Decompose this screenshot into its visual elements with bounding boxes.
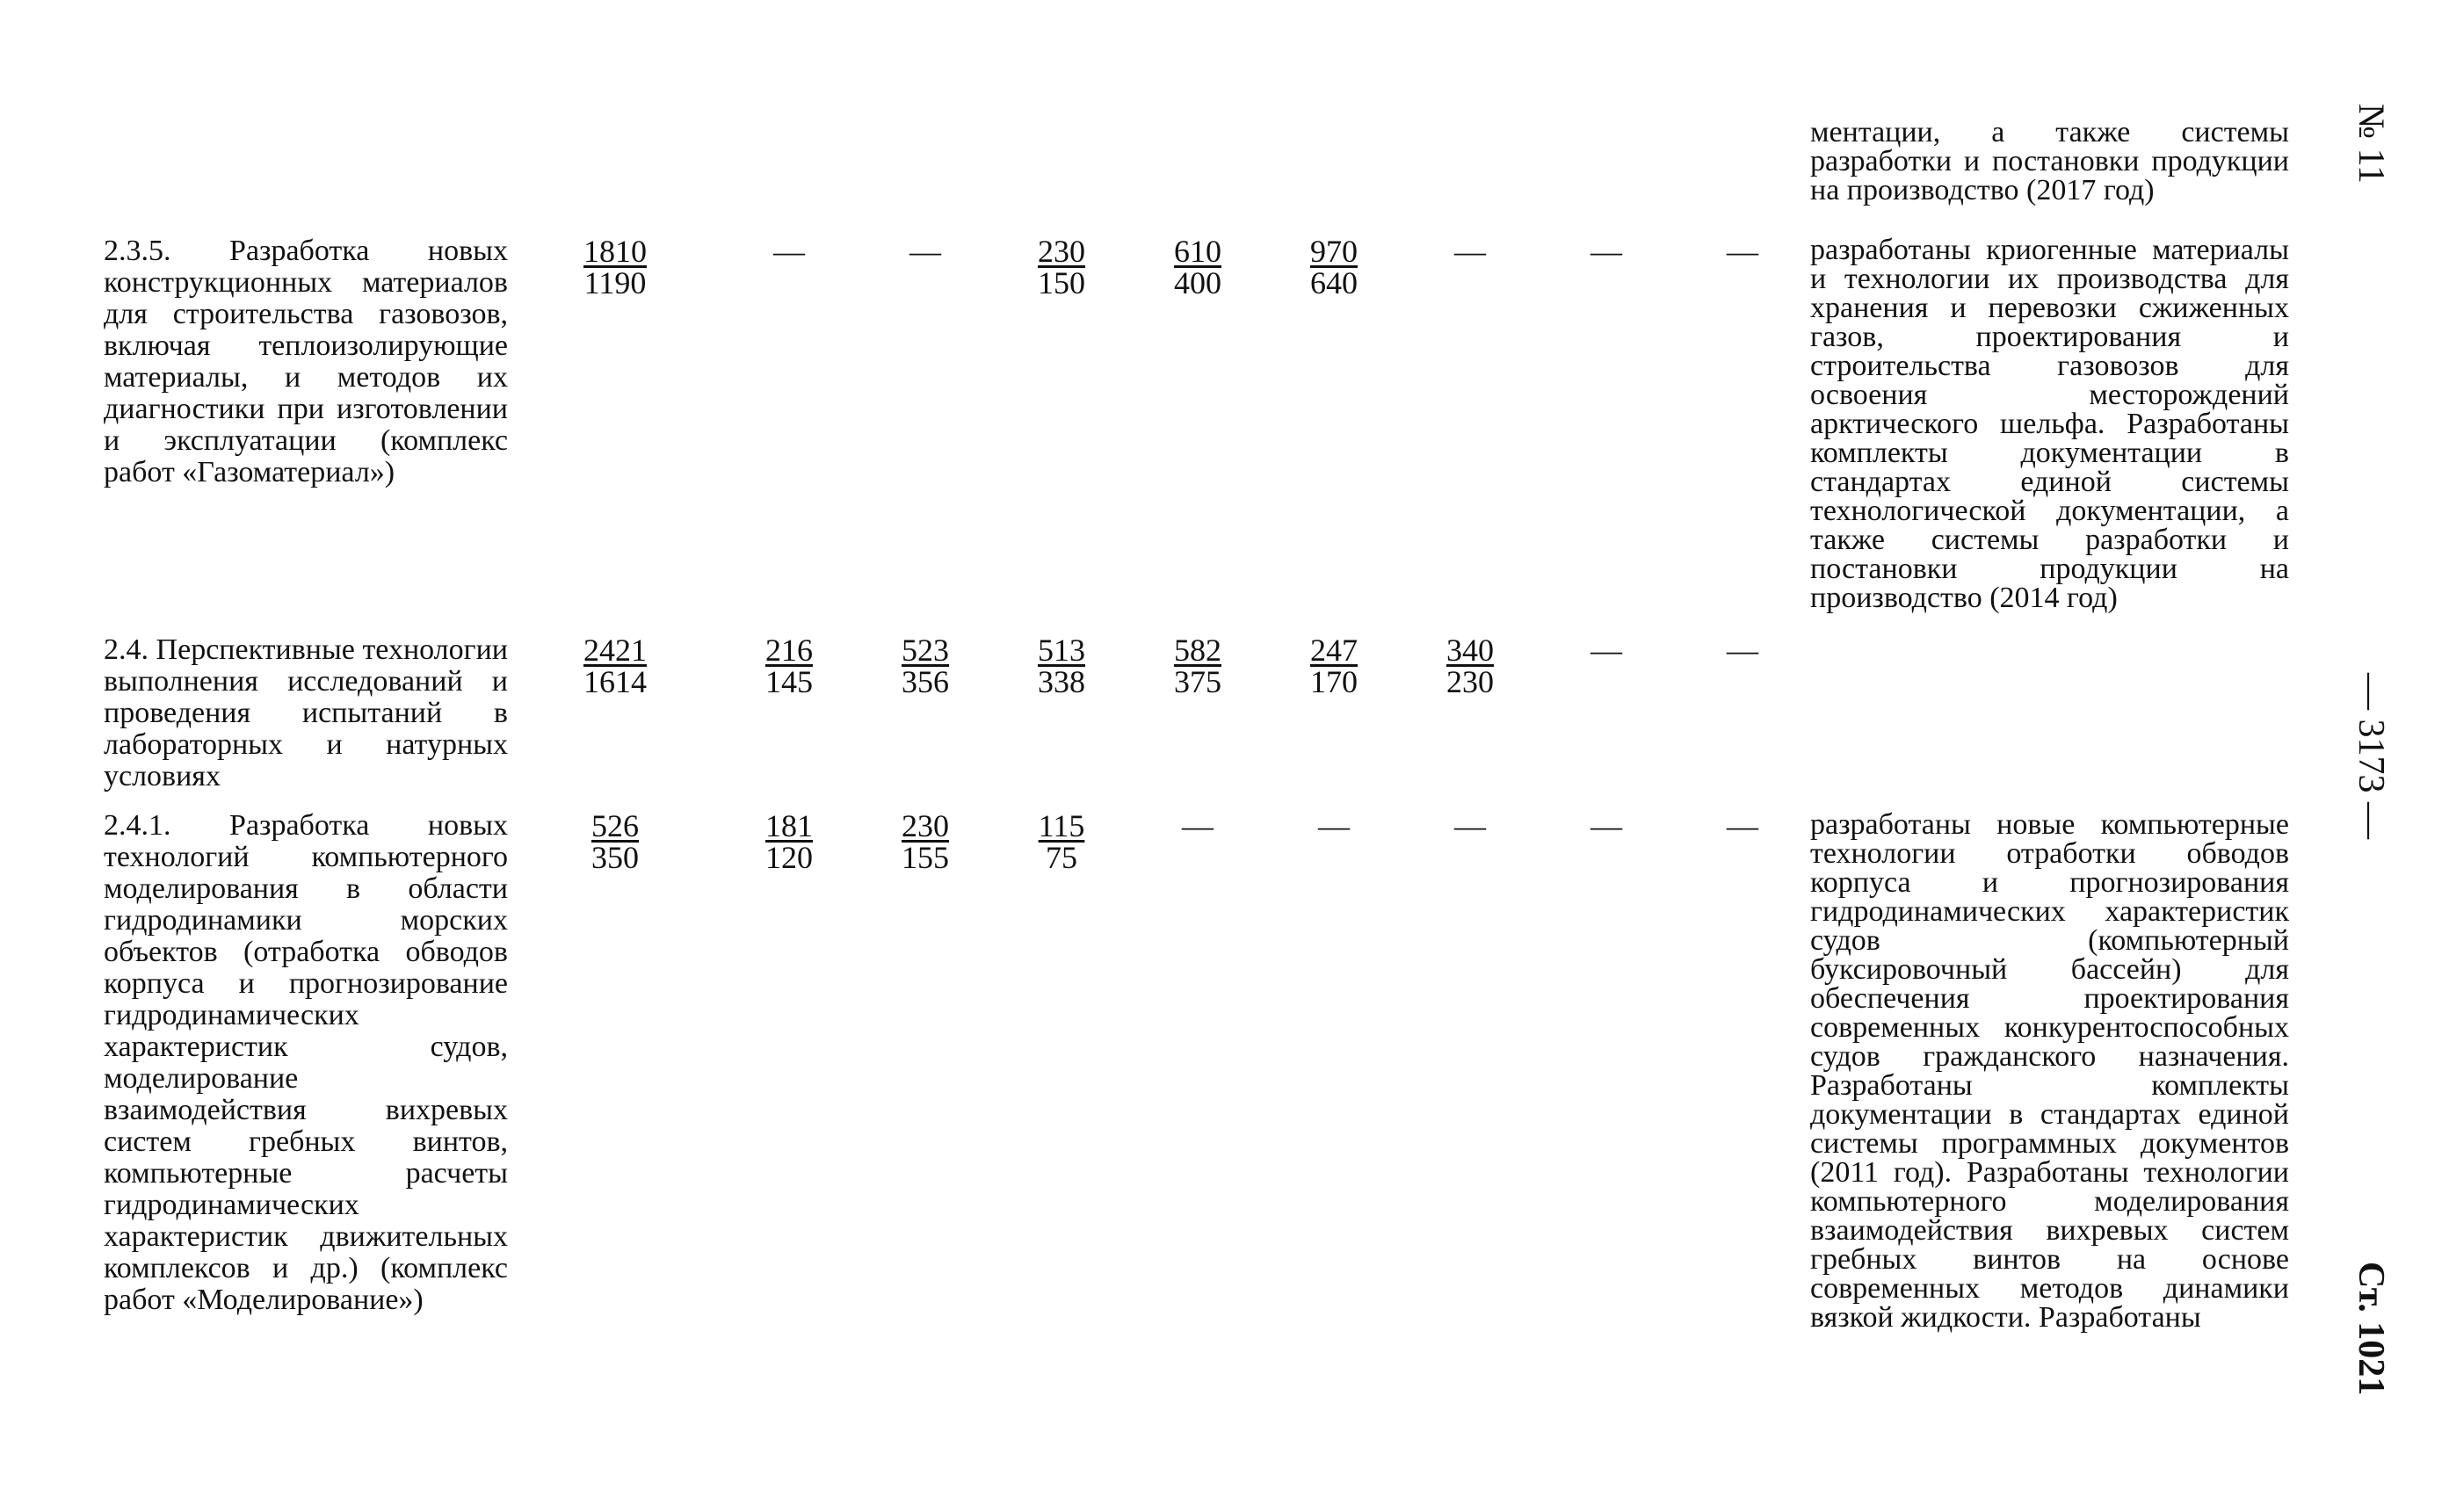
value-cell-year-6: 340 230	[1446, 633, 1494, 699]
continuation-result-text: ментации, а также системы разработки и постановки продукции на производство (2017 год)	[1810, 116, 2289, 206]
value-cell-year-8: —	[1727, 633, 1758, 668]
value-cell-year-2: 523 356	[902, 633, 949, 699]
value-cell-year-5: 970 640	[1310, 234, 1358, 300]
value-cell-year-1: —	[773, 234, 805, 269]
row-values-2-4-1	[0, 810, 1810, 880]
value-cell-year-7: —	[1590, 633, 1622, 668]
value-cell-year-3: 230 150	[1038, 234, 1085, 300]
value-cell-year-8: —	[1727, 234, 1758, 269]
value-cell-year-2: —	[909, 234, 941, 269]
value-cell-year-3: 513 338	[1038, 633, 1085, 699]
value-cell-year-4: 610 400	[1174, 234, 1221, 300]
row-result-2-4-1: разработаны новые компьютерные технологии отработки обводов корпуса и прогнозирования гидродинамических характеристик судов (компьютерный буксировочный бассейн) для обеспечения проектирования современных конкурентоспособных судов гражданского назначения. Разработаны комплекты документации в стандартах единой системы программных документов (2011 год). Разработаны технологии компьютерного моделирования взаимодействия вихревых систем гребных винтов на основе современных методов динамики вязкой жидкости. Разработаны	[1810, 808, 2289, 1334]
value-cell-total: 1810 1190	[583, 234, 647, 300]
row-name-2-4: 2.4. Перспективные технологии выполнения исследований и проведения испытаний в лабораторных и натурных условиях	[104, 633, 508, 792]
page-number: — 3173 —	[2351, 673, 2391, 839]
value-cell-year-1: 181 120	[765, 808, 813, 875]
row-name-2-4-1: 2.4.1. Разработка новых технологий компьютерного моделирования в области гидродинамики морских объектов (отработка обводов корпуса и прогнозирование гидродинамических характеристик судов, моделирование взаимодействия вихревых систем гребных винтов, компьютерные расчеты гидродинамических характеристик движительных комплексов и др.) (комплекс работ «Моделирование»)	[104, 809, 508, 1316]
value-cell-year-7: —	[1590, 808, 1622, 843]
value-cell-year-3: 115 75	[1038, 808, 1085, 875]
value-cell-year-5: —	[1318, 808, 1350, 843]
issue-number: № 11	[2351, 104, 2391, 184]
row-values-2-4	[0, 634, 1810, 705]
row-result-2-3-5: разработаны криогенные материалы и технологии их производства для хранения и перевозки сжиженных газов, проектирования и строительства газовозов для освоения месторождений арктического шельфа. Разработаны комплекты документации в стандартах единой системы технологической документации, а также системы разработки и постановки продукции на производство (2014 год)	[1810, 234, 2289, 614]
value-cell-total: 526 350	[591, 808, 639, 875]
value-cell-year-2: 230 155	[902, 808, 949, 875]
value-cell-year-7: —	[1590, 234, 1622, 269]
value-cell-year-8: —	[1727, 808, 1758, 843]
value-cell-total: 2421 1614	[583, 633, 647, 699]
value-cell-year-6: —	[1454, 808, 1486, 843]
value-cell-year-1: 216 145	[765, 633, 813, 699]
article-number: Ст. 1021	[2351, 1262, 2391, 1396]
value-cell-year-4: 582 375	[1174, 633, 1221, 699]
value-cell-year-6: —	[1454, 234, 1486, 269]
value-cell-year-5: 247 170	[1310, 633, 1358, 699]
row-name-2-3-5: 2.3.5. Разработка новых конструкционных материалов для строительства газовозов, включая теплоизолирующие материалы, и методов их диагностики при изготовлении и эксплуатации (комплекс работ «Газоматериал»)	[104, 235, 508, 488]
value-cell-year-4: —	[1182, 808, 1214, 843]
row-values-2-3-5	[0, 235, 1810, 306]
